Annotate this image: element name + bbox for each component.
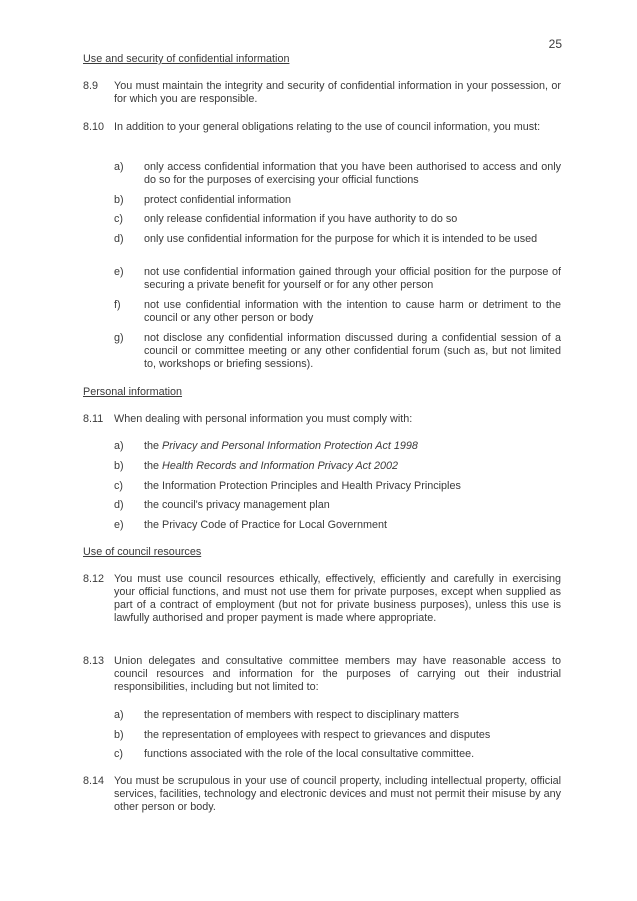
list-item bbox=[114, 748, 561, 761]
list-item bbox=[114, 460, 561, 473]
list-item bbox=[114, 161, 561, 187]
list-item-text: only use confidential information for the purpose for which it is intended to be used bbox=[144, 233, 538, 245]
list-item-text: the council's privacy management plan bbox=[144, 499, 330, 511]
section-heading-personal: Personal information bbox=[83, 386, 183, 398]
list-item-text bbox=[144, 440, 561, 453]
list-item-label: b) bbox=[114, 729, 124, 741]
list-item-label: b) bbox=[114, 194, 124, 206]
list-item bbox=[114, 519, 561, 532]
list-item-label: f) bbox=[114, 299, 121, 311]
section-heading-confidential: Use and security of confidential information bbox=[83, 53, 290, 65]
clause-text: Union delegates and consultative committee members may have reasonable access to council resources and information for the purposes of carrying out their industrial responsibilities, including but not limited to: bbox=[114, 655, 561, 693]
list-item-text bbox=[144, 460, 561, 473]
clause-8-13 bbox=[83, 655, 561, 694]
list-item-label: d) bbox=[114, 499, 124, 511]
list-item-label: a) bbox=[114, 440, 124, 452]
clause-8-12 bbox=[83, 573, 561, 625]
list-item-label: e) bbox=[114, 519, 124, 531]
list-item-text: protect confidential information bbox=[144, 194, 292, 206]
list-item-label: c) bbox=[114, 213, 123, 225]
list-item-text: only access confidential information that you have been authorised to access and only do so for the purposes of exercising your official functions bbox=[144, 161, 561, 186]
clause-number: 8.10 bbox=[83, 121, 105, 133]
list-item-prefix: the bbox=[144, 440, 163, 452]
list-item-text: the representation of members with respect to disciplinary matters bbox=[144, 709, 460, 721]
list-item-text: the Privacy Code of Practice for Local Government bbox=[144, 519, 388, 531]
list-item bbox=[114, 299, 561, 325]
list-item-text: not use confidential information with the intention to cause harm or detriment to the council or any other person or body bbox=[144, 299, 561, 324]
clause-text: When dealing with personal information you must comply with: bbox=[114, 413, 413, 425]
list-item-label: c) bbox=[114, 480, 123, 492]
list-item-text: not use confidential information gained through your official position for the purpose of securing a private benefit for yourself or for any other person bbox=[144, 266, 561, 291]
list-item-label: d) bbox=[114, 233, 124, 245]
list-item bbox=[114, 499, 561, 512]
list-item bbox=[114, 194, 561, 207]
list-item bbox=[114, 709, 561, 722]
list-item-text: functions associated with the role of the local consultative committee. bbox=[144, 748, 475, 760]
clause-text: You must maintain the integrity and security of confidential information in your possession, or for which you are responsible. bbox=[114, 80, 561, 105]
list-item-label: b) bbox=[114, 460, 124, 472]
clause-number: 8.11 bbox=[83, 413, 104, 425]
list-item bbox=[114, 233, 561, 246]
clause-number: 8.9 bbox=[83, 80, 99, 92]
list-item-text: the representation of employees with respect to grievances and disputes bbox=[144, 729, 491, 741]
list-item-text: only release confidential information if you have authority to do so bbox=[144, 213, 458, 225]
list-item-label: e) bbox=[114, 266, 124, 278]
section-heading-resources: Use of council resources bbox=[83, 546, 202, 558]
list-item bbox=[114, 332, 561, 371]
clause-text: You must use council resources ethically, effectively, efficiently and carefully in exercising your official functions, and must not use them for private purposes, except when supplied as part of a contract of employment (but not for private business purposes), unless this use is lawfully authorised and proper payment is made where appropriate. bbox=[114, 573, 561, 624]
act-title: Privacy and Personal Information Protection Act 1998 bbox=[162, 440, 418, 452]
list-item-label: g) bbox=[114, 332, 124, 344]
clause-text: In addition to your general obligations relating to the use of council information, you must: bbox=[114, 121, 541, 133]
clause-8-11 bbox=[83, 413, 561, 426]
clause-text: You must be scrupulous in your use of council property, including intellectual property, official services, facilities, technology and electronic devices and must not permit their misuse by any other person or body. bbox=[114, 775, 561, 813]
list-item bbox=[114, 266, 561, 292]
list-item bbox=[114, 480, 561, 493]
list-item-label: c) bbox=[114, 748, 123, 760]
list-item-label: a) bbox=[114, 161, 124, 173]
list-item bbox=[114, 729, 561, 742]
page-number: 25 bbox=[548, 37, 562, 51]
act-title: Health Records and Information Privacy Act 2002 bbox=[162, 460, 399, 472]
clause-8-9 bbox=[83, 80, 561, 106]
clause-8-14 bbox=[83, 775, 561, 814]
clause-8-10 bbox=[83, 121, 561, 134]
clause-number: 8.12 bbox=[83, 573, 105, 585]
list-item-text: the Information Protection Principles and Health Privacy Principles bbox=[144, 480, 461, 492]
clause-number: 8.14 bbox=[83, 775, 105, 787]
list-item-prefix: the bbox=[144, 460, 163, 472]
list-item-label: a) bbox=[114, 709, 124, 721]
clause-number: 8.13 bbox=[83, 655, 105, 667]
list-item-text: not disclose any confidential information discussed during a confidential session of a council or committee meeting or any other confidential forum (such as, but not limited to, workshops or briefing sessions). bbox=[144, 332, 561, 370]
list-item bbox=[114, 440, 561, 453]
list-item bbox=[114, 213, 561, 226]
